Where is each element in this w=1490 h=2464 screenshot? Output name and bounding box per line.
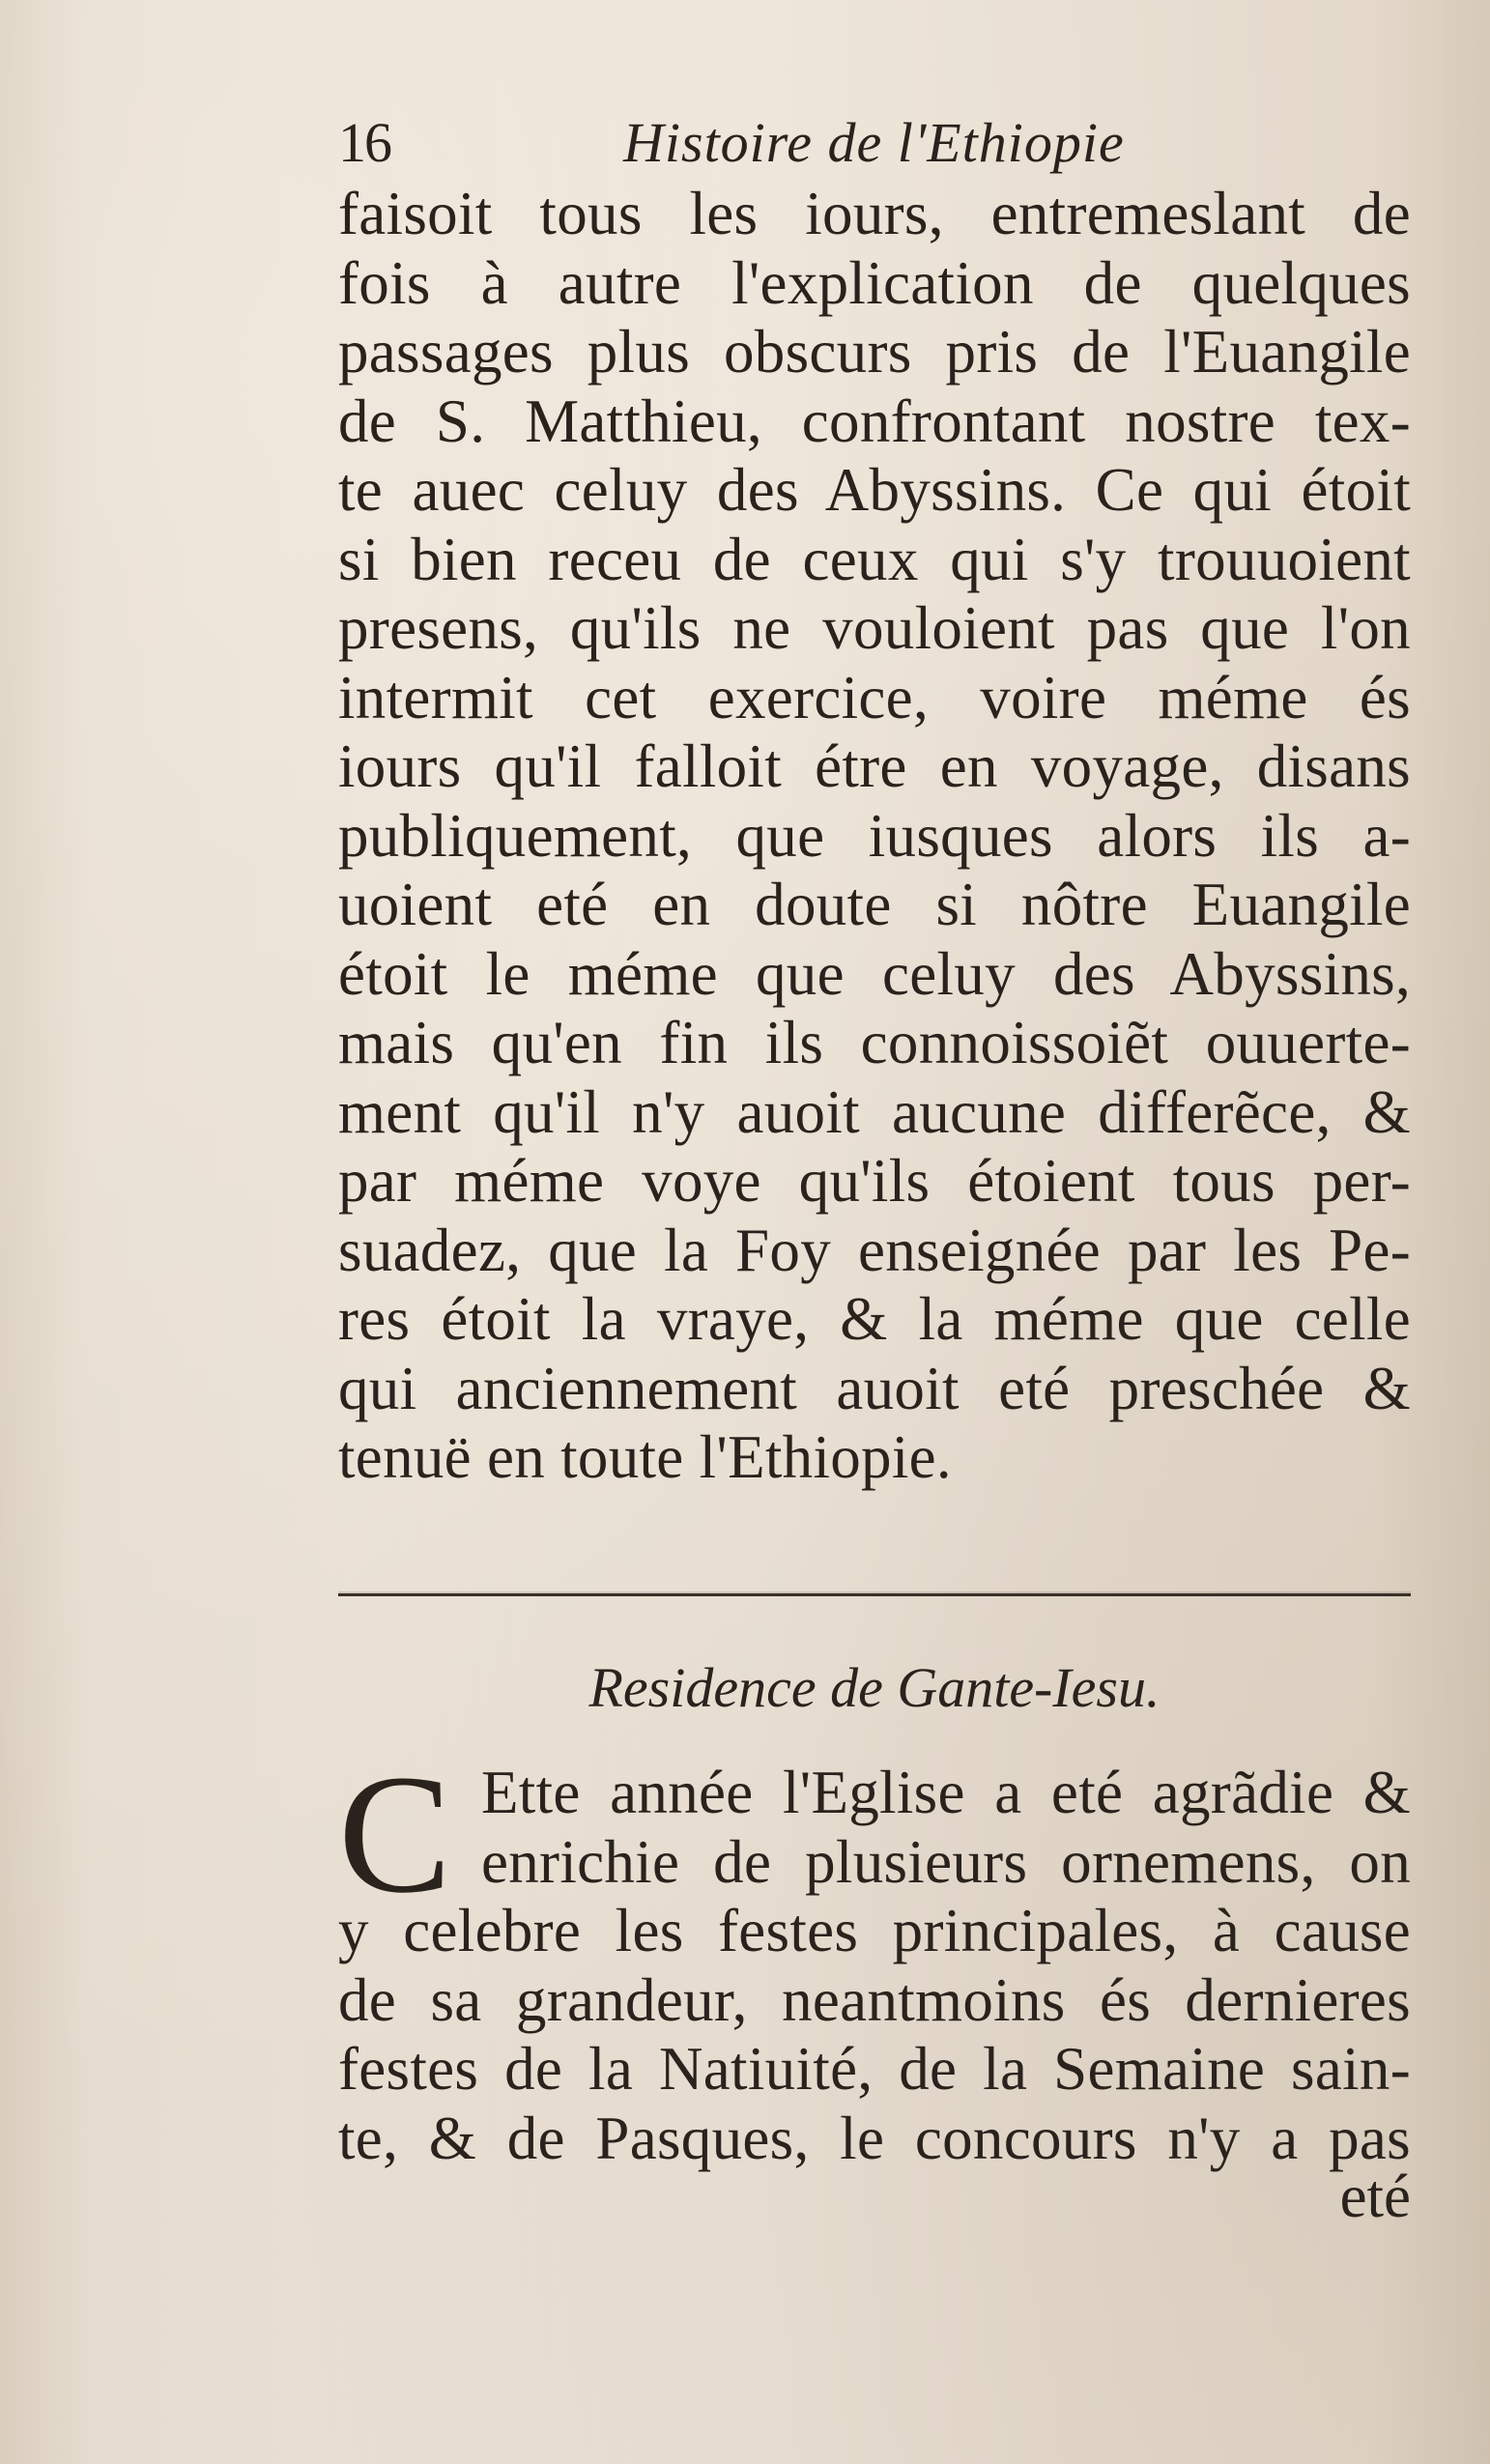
text-line: étoit le méme que celuy des Abyssins, — [338, 939, 1411, 1008]
text-line: iours qu'il falloit étre en voyage, disans — [338, 732, 1411, 800]
text-line: uoient eté en doute si nôtre Euangile — [338, 871, 1411, 938]
section-paragraph — [338, 1740, 1411, 2173]
text-line: qui anciennement auoit eté preschée & — [338, 1354, 1411, 1422]
text-line: intermit cet exercice, voire méme és — [338, 663, 1411, 731]
text-line: si bien receu de ceux qui s'y trouuoient — [338, 525, 1411, 593]
section-divider — [338, 1593, 1411, 1596]
text-line: suadez, que la Foy enseignée par les Pe- — [338, 1216, 1411, 1284]
page-header — [338, 104, 1411, 182]
text-line: res étoit la vraye, & la méme que celle — [338, 1285, 1411, 1353]
text-line: de S. Matthieu, confrontant nostre tex- — [338, 387, 1411, 455]
text-line: fois à autre l'explication de quelques — [338, 248, 1411, 317]
text-line: passages plus obscurs pris de l'Euangile — [338, 318, 1411, 386]
text-line: publiquement, que iusques alors ils a- — [338, 801, 1411, 870]
text-line: Ette année l'Eglise a eté agrãdie & — [481, 1759, 1411, 1826]
text-line: de sa grandeur, neantmoins és dernieres — [338, 1965, 1411, 2034]
drop-cap: C — [338, 1740, 452, 1929]
text-line: par méme voye qu'ils étoient tous per- — [338, 1147, 1411, 1215]
page-number: 16 — [338, 111, 390, 174]
text-line: festes de la Natiuité, de la Semaine sain- — [338, 2035, 1411, 2103]
text-line: te, & de Pasques, le concours n'y a pas — [338, 2104, 1411, 2172]
text-line: te auec celuy des Abyssins. Ce qui étoit — [338, 456, 1411, 524]
continued-paragraph — [338, 180, 1411, 1493]
text-line: enrichie de plusieurs ornemens, on — [481, 1827, 1411, 1896]
text-line: mais qu'en fin ils connoissoiẽt ouuerte- — [338, 1009, 1411, 1076]
text-line: ment qu'il n'y auoit aucune differẽce, & — [338, 1077, 1411, 1146]
text-line: faisoit tous les iours, entremeslant de — [338, 180, 1411, 247]
text-line: tenuë en toute l'Ethiopie. — [338, 1423, 952, 1491]
running-title: Histoire de l'Ethiopie — [623, 111, 1125, 174]
text-line: y celebre les festes principales, à cause — [338, 1897, 1411, 1964]
section-heading: Residence de Gante-Iesu. — [588, 1656, 1160, 1719]
text-line: presens, qu'ils ne vouloient pas que l'on — [338, 594, 1411, 662]
catchword: eté — [1339, 2163, 1411, 2230]
